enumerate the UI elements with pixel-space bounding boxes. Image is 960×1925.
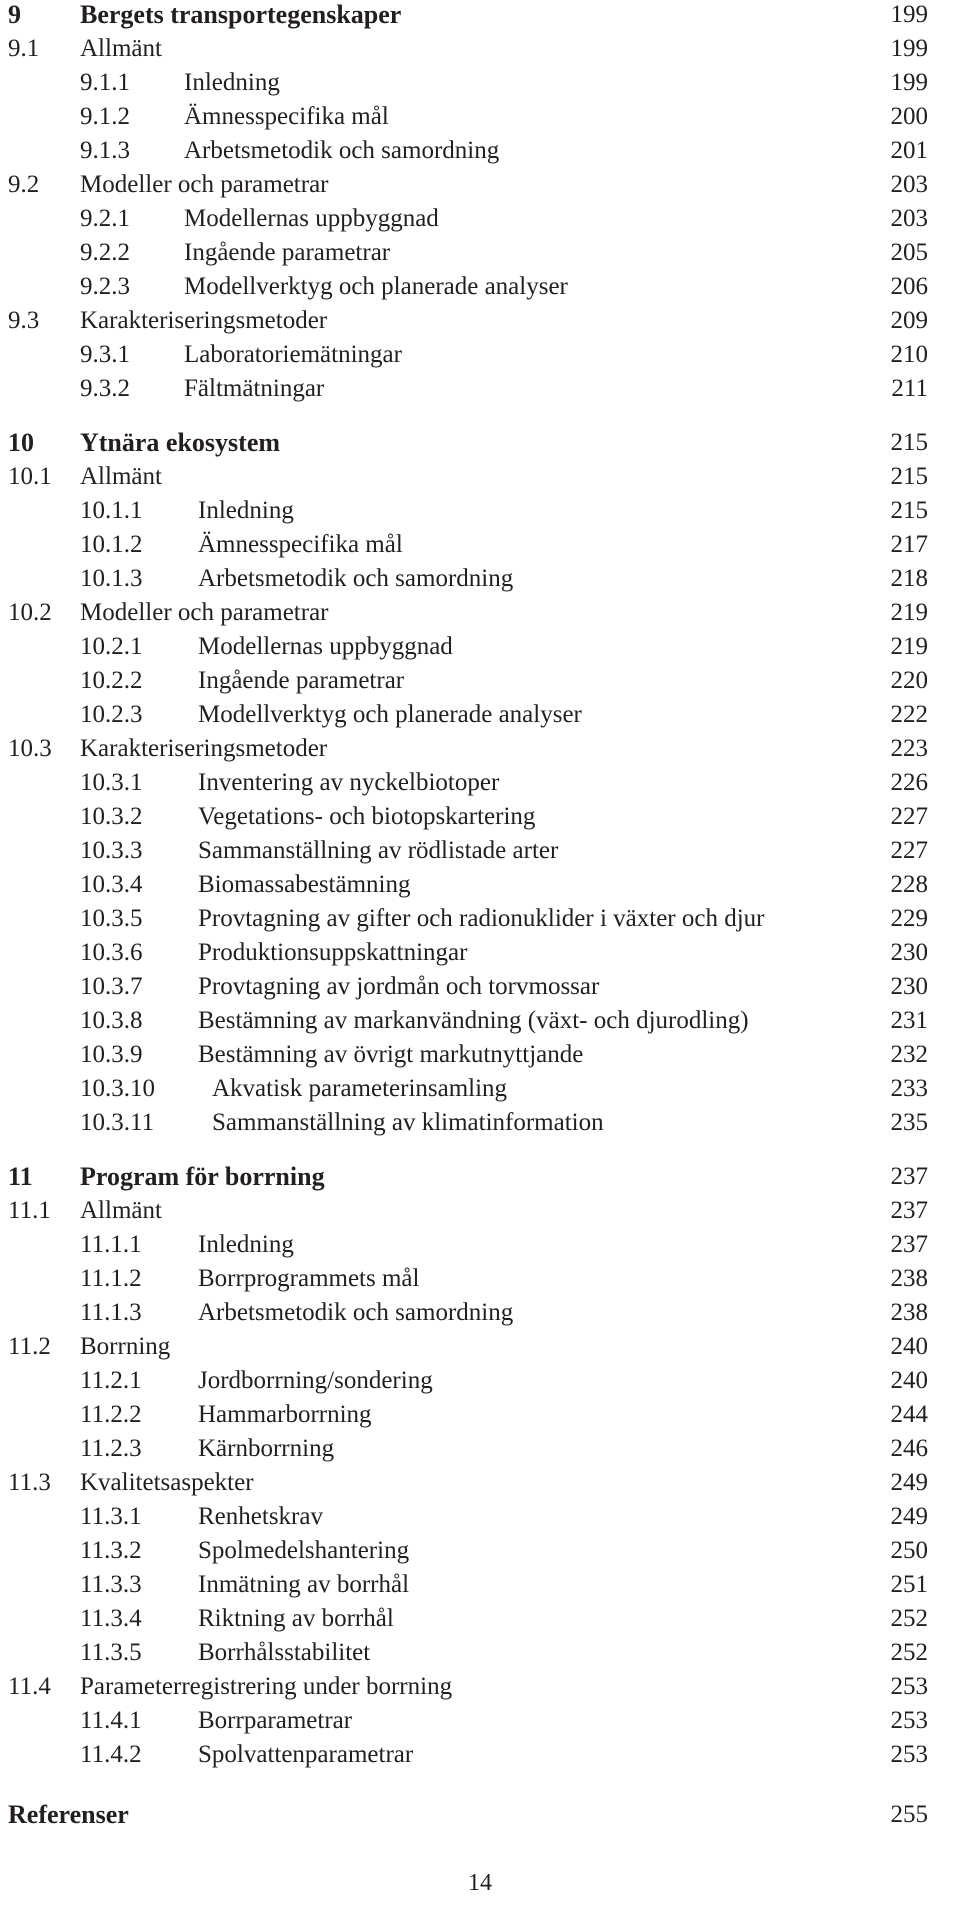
toc-entry-page: 231 [890, 1007, 928, 1034]
toc-subsection-entry[interactable] [8, 1638, 928, 1672]
toc-entry-page: 237 [890, 1197, 928, 1224]
toc-entry-number: 9.2 [8, 171, 40, 198]
toc-subsection-entry[interactable] [8, 1298, 928, 1332]
toc-entry-title: Ämnesspecifika mål [198, 531, 403, 558]
toc-entry-page: 215 [890, 429, 928, 456]
toc-entry-title: Vegetations- och biotopskartering [198, 803, 536, 830]
toc-entry-title: Inledning [198, 1231, 294, 1258]
toc-subsection-entry[interactable] [8, 102, 928, 136]
toc-entry-page: 253 [890, 1741, 928, 1768]
table-of-contents [8, 0, 928, 1834]
toc-entry-page: 210 [890, 341, 928, 368]
toc-entry-number: 10.2 [8, 599, 52, 626]
toc-chapter-entry[interactable] [8, 1162, 928, 1196]
toc-entry-page: 246 [890, 1435, 928, 1462]
toc-entry-page: 215 [890, 463, 928, 490]
toc-entry-title: Modellernas uppbyggnad [198, 633, 453, 660]
toc-entry-page: 228 [890, 871, 928, 898]
toc-subsection-entry[interactable] [8, 1108, 928, 1142]
toc-entry-number: 9.2.1 [80, 205, 130, 232]
toc-entry-title: Arbetsmetodik och samordning [198, 1299, 514, 1326]
toc-entry-page: 199 [890, 69, 928, 96]
toc-subsection-entry[interactable] [8, 1434, 928, 1468]
toc-entry-title: Modellernas uppbyggnad [184, 205, 439, 232]
toc-subsection-entry[interactable] [8, 700, 928, 734]
toc-entry-page: 203 [890, 171, 928, 198]
toc-chapter-entry[interactable] [8, 1800, 928, 1834]
toc-subsection-entry[interactable] [8, 374, 928, 408]
toc-entry-page: 253 [890, 1707, 928, 1734]
toc-entry-page: 217 [890, 531, 928, 558]
toc-entry-title: Produktionsuppskattningar [198, 939, 468, 966]
toc-entry-page: 255 [890, 1801, 928, 1828]
toc-entry-number: 11.1 [8, 1197, 51, 1224]
toc-entry-page: 237 [890, 1163, 928, 1190]
toc-entry-title: Modellverktyg och planerade analyser [184, 273, 568, 300]
toc-entry-number: 10 [8, 428, 34, 457]
toc-entry-number: 10.3.9 [80, 1041, 143, 1068]
toc-section-entry[interactable] [8, 598, 928, 632]
toc-entry-title: Arbetsmetodik och samordning [184, 137, 500, 164]
toc-section-entry[interactable] [8, 1196, 928, 1230]
toc-entry-number: 10.3.10 [80, 1075, 155, 1102]
toc-entry-title: Modeller och parametrar [80, 599, 329, 626]
toc-entry-number: 10.2.3 [80, 701, 143, 728]
toc-subsection-entry[interactable] [8, 1400, 928, 1434]
toc-entry-title: Allmänt [80, 1197, 162, 1224]
toc-subsection-entry[interactable] [8, 1074, 928, 1108]
toc-entry-title: Provtagning av jordmån och torvmossar [198, 973, 600, 1000]
toc-entry-number: 9.1.1 [80, 69, 130, 96]
toc-entry-number: 9.2.3 [80, 273, 130, 300]
toc-entry-page: 237 [890, 1231, 928, 1258]
toc-subsection-entry[interactable] [8, 272, 928, 306]
toc-entry-page: 227 [890, 803, 928, 830]
toc-entry-title: Karakteriseringsmetoder [80, 735, 328, 762]
toc-entry-page: 252 [890, 1605, 928, 1632]
toc-subsection-entry[interactable] [8, 204, 928, 238]
toc-entry-number: 11.2.3 [80, 1435, 142, 1462]
toc-entry-title: Borrning [80, 1333, 171, 1360]
toc-entry-title: Riktning av borrhål [198, 1605, 394, 1632]
toc-subsection-entry[interactable] [8, 1570, 928, 1604]
toc-subsection-entry[interactable] [8, 1264, 928, 1298]
toc-entry-title: Parameterregistrering under borrning [80, 1673, 453, 1700]
toc-entry-page: 218 [890, 565, 928, 592]
toc-subsection-entry[interactable] [8, 136, 928, 170]
toc-entry-page: 211 [891, 375, 928, 402]
toc-entry-page: 209 [890, 307, 928, 334]
toc-entry-title: Modellverktyg och planerade analyser [198, 701, 582, 728]
toc-subsection-entry[interactable] [8, 340, 928, 374]
toc-entry-number: 9 [8, 0, 21, 29]
toc-subsection-entry[interactable] [8, 802, 928, 836]
toc-entry-page: 219 [890, 633, 928, 660]
toc-entry-number: 11.3.3 [80, 1571, 142, 1598]
toc-entry-page: 199 [890, 1, 928, 28]
toc-section-entry[interactable] [8, 734, 928, 768]
toc-entry-number: 10.1.1 [80, 497, 143, 524]
toc-entry-number: 11.3.2 [80, 1537, 142, 1564]
toc-entry-number: 10.3.6 [80, 939, 143, 966]
toc-entry-number: 11.2 [8, 1333, 51, 1360]
toc-entry-page: 219 [890, 599, 928, 626]
toc-entry-number: 9.1 [8, 35, 40, 62]
toc-entry-title: Inledning [198, 497, 294, 524]
toc-entry-title: Ingående parametrar [198, 667, 405, 694]
toc-entry-title: Renhetskrav [198, 1503, 323, 1530]
toc-entry-number: 10.3.8 [80, 1007, 143, 1034]
toc-chapter-entry[interactable] [8, 0, 928, 34]
toc-entry-title: Ingående parametrar [184, 239, 391, 266]
toc-entry-title: Inventering av nyckelbiotoper [198, 769, 500, 796]
toc-entry-page: 203 [890, 205, 928, 232]
toc-entry-number: 10.2.2 [80, 667, 143, 694]
toc-entry-title: Bestämning av markanvändning (växt- och djurodling) [198, 1007, 749, 1034]
toc-entry-title: Inmätning av borrhål [198, 1571, 410, 1598]
toc-entry-page: 235 [890, 1109, 928, 1136]
toc-subsection-entry[interactable] [8, 666, 928, 700]
toc-entry-page: 229 [890, 905, 928, 932]
toc-section-entry[interactable] [8, 306, 928, 340]
toc-entry-number: 11.2.2 [80, 1401, 142, 1428]
toc-entry-page: 215 [890, 497, 928, 524]
toc-subsection-entry[interactable] [8, 68, 928, 102]
toc-entry-page: 253 [890, 1673, 928, 1700]
toc-entry-title: Spolvattenparametrar [198, 1741, 414, 1768]
toc-subsection-entry[interactable] [8, 836, 928, 870]
toc-entry-number: 9.3.2 [80, 375, 130, 402]
toc-entry-number: 9.1.3 [80, 137, 130, 164]
toc-entry-page: 223 [890, 735, 928, 762]
toc-entry-page: 199 [890, 35, 928, 62]
toc-subsection-entry[interactable] [8, 972, 928, 1006]
toc-entry-page: 233 [890, 1075, 928, 1102]
toc-entry-title: Modeller och parametrar [80, 171, 329, 198]
toc-entry-page: 238 [890, 1299, 928, 1326]
toc-entry-number: 9.2.2 [80, 239, 130, 266]
toc-entry-page: 222 [890, 701, 928, 728]
toc-entry-number: 11 [8, 1162, 33, 1191]
toc-entry-page: 244 [890, 1401, 928, 1428]
toc-entry-title: Provtagning av gifter och radionuklider i växter och djur [198, 905, 765, 932]
toc-entry-number: 10.1.2 [80, 531, 143, 558]
toc-entry-number: 11.3.1 [80, 1503, 142, 1530]
toc-entry-number: 11.1.3 [80, 1299, 142, 1326]
toc-subsection-entry[interactable] [8, 496, 928, 530]
toc-subsection-entry[interactable] [8, 904, 928, 938]
toc-entry-title: Laboratoriemätningar [184, 341, 402, 368]
toc-entry-page: 206 [890, 273, 928, 300]
toc-entry-title: Borrparametrar [198, 1707, 353, 1734]
toc-entry-title: Borrhålsstabilitet [198, 1639, 371, 1666]
toc-subsection-entry[interactable] [8, 768, 928, 802]
toc-entry-title: Kärnborrning [198, 1435, 335, 1462]
toc-section-entry[interactable] [8, 1332, 928, 1366]
toc-entry-title: Ämnesspecifika mål [184, 103, 389, 130]
toc-entry-title: Referenser [8, 1800, 129, 1829]
toc-entry-page: 227 [890, 837, 928, 864]
toc-entry-page: 251 [890, 1571, 928, 1598]
toc-entry-title: Jordborrning/sondering [198, 1367, 433, 1394]
toc-subsection-entry[interactable] [8, 938, 928, 972]
toc-subsection-entry[interactable] [8, 1006, 928, 1040]
toc-entry-title: Ytnära ekosystem [80, 428, 281, 457]
toc-subsection-entry[interactable] [8, 632, 928, 666]
toc-entry-number: 9.3.1 [80, 341, 130, 368]
toc-section-entry[interactable] [8, 1672, 928, 1706]
toc-subsection-entry[interactable] [8, 530, 928, 564]
toc-entry-number: 11.3 [8, 1469, 51, 1496]
toc-subsection-entry[interactable] [8, 564, 928, 598]
toc-subsection-entry[interactable] [8, 238, 928, 272]
toc-entry-title: Bestämning av övrigt markutnyttjande [198, 1041, 584, 1068]
toc-entry-number: 10.3.7 [80, 973, 143, 1000]
toc-subsection-entry[interactable] [8, 1536, 928, 1570]
toc-entry-page: 220 [890, 667, 928, 694]
toc-entry-page: 232 [890, 1041, 928, 1068]
toc-subsection-entry[interactable] [8, 870, 928, 904]
toc-entry-number: 10.3.11 [80, 1109, 155, 1136]
toc-entry-number: 10.3.2 [80, 803, 143, 830]
toc-entry-title: Sammanställning av klimatinformation [212, 1109, 604, 1136]
toc-entry-page: 252 [890, 1639, 928, 1666]
toc-entry-number: 10.3.5 [80, 905, 143, 932]
toc-subsection-entry[interactable] [8, 1502, 928, 1536]
toc-entry-title: Sammanställning av rödlistade arter [198, 837, 559, 864]
toc-entry-page: 205 [890, 239, 928, 266]
toc-entry-number: 10.2.1 [80, 633, 143, 660]
toc-entry-page: 200 [890, 103, 928, 130]
toc-entry-title: Allmänt [80, 463, 162, 490]
toc-entry-title: Spolmedelshantering [198, 1537, 410, 1564]
toc-entry-number: 11.3.5 [80, 1639, 142, 1666]
toc-entry-title: Akvatisk parameterinsamling [212, 1075, 508, 1102]
toc-entry-page: 249 [890, 1469, 928, 1496]
toc-entry-title: Biomassabestämning [198, 871, 411, 898]
toc-entry-page: 201 [890, 137, 928, 164]
toc-section-entry[interactable] [8, 170, 928, 204]
toc-entry-title: Kvalitetsaspekter [80, 1469, 254, 1496]
toc-entry-number: 11.2.1 [80, 1367, 142, 1394]
toc-entry-title: Inledning [184, 69, 280, 96]
toc-subsection-entry[interactable] [8, 1706, 928, 1740]
toc-entry-title: Hammarborrning [198, 1401, 372, 1428]
toc-section-entry[interactable] [8, 1468, 928, 1502]
toc-entry-number: 10.3.1 [80, 769, 143, 796]
toc-entry-number: 11.3.4 [80, 1605, 142, 1632]
toc-entry-number: 10.3 [8, 735, 52, 762]
toc-entry-page: 226 [890, 769, 928, 796]
toc-entry-number: 9.3 [8, 307, 40, 334]
toc-entry-title: Arbetsmetodik och samordning [198, 565, 514, 592]
toc-entry-title: Borrprogrammets mål [198, 1265, 420, 1292]
page-number: 14 [468, 1870, 492, 1896]
toc-entry-title: Program för borrning [80, 1162, 325, 1191]
toc-entry-number: 11.1.2 [80, 1265, 142, 1292]
toc-subsection-entry[interactable] [8, 1604, 928, 1638]
toc-entry-page: 230 [890, 973, 928, 1000]
toc-entry-title: Allmänt [80, 35, 162, 62]
toc-entry-number: 10.1.3 [80, 565, 143, 592]
toc-subsection-entry[interactable] [8, 1040, 928, 1074]
toc-entry-number: 11.1.1 [80, 1231, 142, 1258]
toc-entry-number: 10.3.4 [80, 871, 143, 898]
toc-entry-page: 240 [890, 1367, 928, 1394]
toc-subsection-entry[interactable] [8, 1740, 928, 1774]
toc-entry-page: 249 [890, 1503, 928, 1530]
toc-entry-page: 250 [890, 1537, 928, 1564]
toc-entry-title: Fältmätningar [184, 375, 325, 402]
toc-entry-title: Bergets transportegenskaper [80, 0, 402, 29]
toc-entry-number: 11.4 [8, 1673, 51, 1700]
toc-section-entry[interactable] [8, 34, 928, 68]
toc-entry-page: 240 [890, 1333, 928, 1360]
toc-section-entry[interactable] [8, 462, 928, 496]
toc-entry-number: 10.3.3 [80, 837, 143, 864]
toc-entry-number: 10.1 [8, 463, 52, 490]
toc-chapter-entry[interactable] [8, 428, 928, 462]
toc-entry-number: 11.4.2 [80, 1741, 142, 1768]
toc-entry-page: 230 [890, 939, 928, 966]
toc-entry-title: Karakteriseringsmetoder [80, 307, 328, 334]
toc-subsection-entry[interactable] [8, 1366, 928, 1400]
toc-entry-number: 11.4.1 [80, 1707, 142, 1734]
toc-entry-number: 9.1.2 [80, 103, 130, 130]
toc-entry-page: 238 [890, 1265, 928, 1292]
toc-subsection-entry[interactable] [8, 1230, 928, 1264]
